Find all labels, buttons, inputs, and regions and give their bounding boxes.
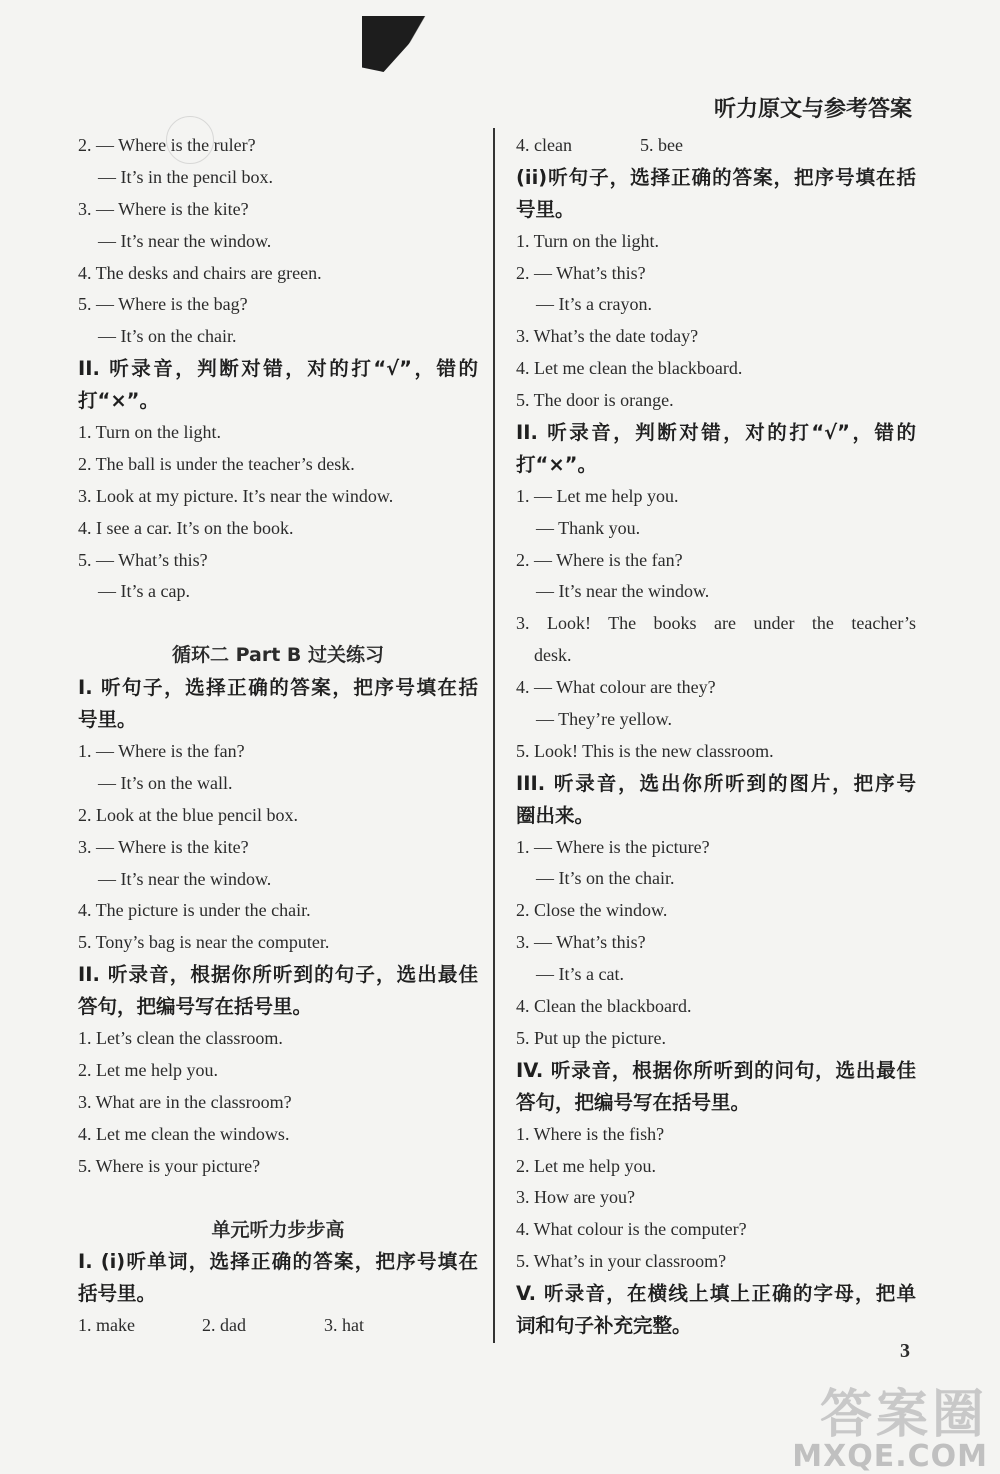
text-line: 5. Tony’s bag is near the computer. [78,932,330,953]
text-line: 1. — Let me help you. [516,485,679,506]
text-line: desk. [534,645,572,666]
right_column-word-row [516,130,916,162]
text-line: 2. — Where is the fan? [516,549,683,570]
text-line: — It’s near the window. [536,581,710,602]
section-heading: 号里。 [516,197,575,221]
section-heading: 圈出来。 [516,803,595,827]
section-gap [78,1183,478,1215]
left_column-word-row [78,1310,478,1342]
word-option: 5. bee [640,135,683,155]
section-heading: 打“×”。 [516,452,597,476]
section-heading: I. 听句子，选择正确的答案，把序号填在括 [78,676,478,700]
text-line: — They’re yellow. [536,709,672,730]
top-black-mark [362,16,434,72]
text-line: 2. — Where is the ruler? [78,135,256,155]
text-line: 5. Where is your picture? [78,1155,261,1176]
watermark-text-bottom: MXQE.COM [792,1439,988,1474]
text-line: 4. The desks and chairs are green. [78,262,322,283]
text-line: 1. — Where is the fan? [78,741,245,762]
text-line: 4. What colour is the computer? [516,1219,747,1240]
page-number: 3 [900,1340,910,1362]
section-heading: 答句，把编号写在括号里。 [78,995,313,1019]
text-line: 5. Put up the picture. [516,1027,666,1048]
text-line: — It’s on the chair. [98,326,237,347]
section-title: 循环二 Part B 过关练习 [171,644,384,667]
text-line: 3. Look! The books are under the teacher’s [516,613,916,634]
section-heading: II. 听录音，判断对错，对的打“√”，错的 [516,421,916,445]
text-line: 4. Clean the blackboard. [516,996,692,1017]
text-line: 5. The door is orange. [516,390,674,411]
word-option: 2. dad [202,1315,246,1336]
text-line: 5. — Where is the bag? [78,294,248,315]
section-heading: 答句，把编号写在括号里。 [516,1090,751,1114]
text-line: 2. Close the window. [516,900,668,921]
text-line: 4. The picture is under the chair. [78,900,311,921]
text-line: 4. Let me clean the windows. [78,1123,290,1144]
text-line: 4. Let me clean the blackboard. [516,358,743,379]
page-header-title: 听力原文与参考答案 [713,97,912,122]
text-line: 2. The ball is under the teacher’s desk. [78,453,355,474]
section-heading: (ii)听句子，选择正确的答案，把序号填在括 [516,165,916,189]
text-line: 1. Where is the fish? [516,1123,665,1144]
watermark-text-top: 答案圈 [819,1385,988,1445]
text-line: 2. Let me help you. [78,1059,218,1080]
text-line: 3. — Where is the kite? [78,198,249,219]
watermark-logo [792,1372,988,1474]
left-column [78,130,478,1342]
text-line: 5. Look! This is the new classroom. [516,740,774,761]
right-column [516,130,916,1342]
section-heading: I. (i)听单词，选择正确的答案，把序号填在 [78,1250,478,1274]
section-heading: II. 听录音，根据你所听到的句子，选出最佳 [78,963,478,987]
text-line: 1. — Where is the picture? [516,836,710,857]
section-heading: V. 听录音，在横线上填上正确的字母，把单 [516,1282,916,1306]
text-line: — Thank you. [536,517,641,538]
text-line: 3. — What’s this? [516,932,646,953]
text-line: 3. What are in the classroom? [78,1091,292,1112]
section-heading: II. 听录音，判断对错，对的打“√”，错的 [78,357,478,381]
text-line: — It’s in the pencil box. [98,166,273,187]
text-line: 2. — What’s this? [516,262,646,283]
text-line: — It’s on the chair. [536,868,675,889]
text-line: 3. What’s the date today? [516,326,699,347]
text-line: — It’s near the window. [98,230,272,251]
text-line: 5. — What’s this? [78,549,208,570]
text-line: 4. I see a car. It’s on the book. [78,517,294,538]
column-divider [493,128,495,1343]
section-heading: III. 听录音，选出你所听到的图片，把序号 [516,771,916,795]
text-line: — It’s a cap. [98,581,190,602]
text-line: 1. Turn on the light. [78,422,222,443]
section-heading: 号里。 [78,708,137,732]
text-line: 3. — Where is the kite? [78,836,249,857]
section-heading: 括号里。 [78,1282,157,1306]
text-line: — It’s a crayon. [536,294,652,315]
text-line: — It’s on the wall. [98,772,233,793]
text-line: 1. Let’s clean the classroom. [78,1028,283,1049]
text-line: — It’s a cat. [536,964,624,985]
section-title: 单元听力步步高 [211,1218,345,1241]
text-line: 1. Turn on the light. [516,230,660,251]
word-option: 3. hat [324,1315,364,1336]
section-heading: 词和句子补充完整。 [516,1313,692,1337]
section-heading: IV. 听录音，根据你所听到的问句，选出最佳 [516,1058,916,1082]
word-option: 1. make [78,1315,135,1336]
text-line: 4. — What colour are they? [516,677,716,698]
section-gap [78,608,478,640]
text-line: 2. Let me help you. [516,1155,656,1176]
section-heading: 打“×”。 [78,389,159,413]
text-line: — It’s near the window. [98,868,272,889]
text-line: 5. What’s in your classroom? [516,1251,727,1272]
text-line: 2. Look at the blue pencil box. [78,804,298,825]
text-line: 3. How are you? [516,1187,635,1208]
word-option: 4. clean [516,135,572,155]
text-line: 3. Look at my picture. It’s near the window. [78,485,394,506]
